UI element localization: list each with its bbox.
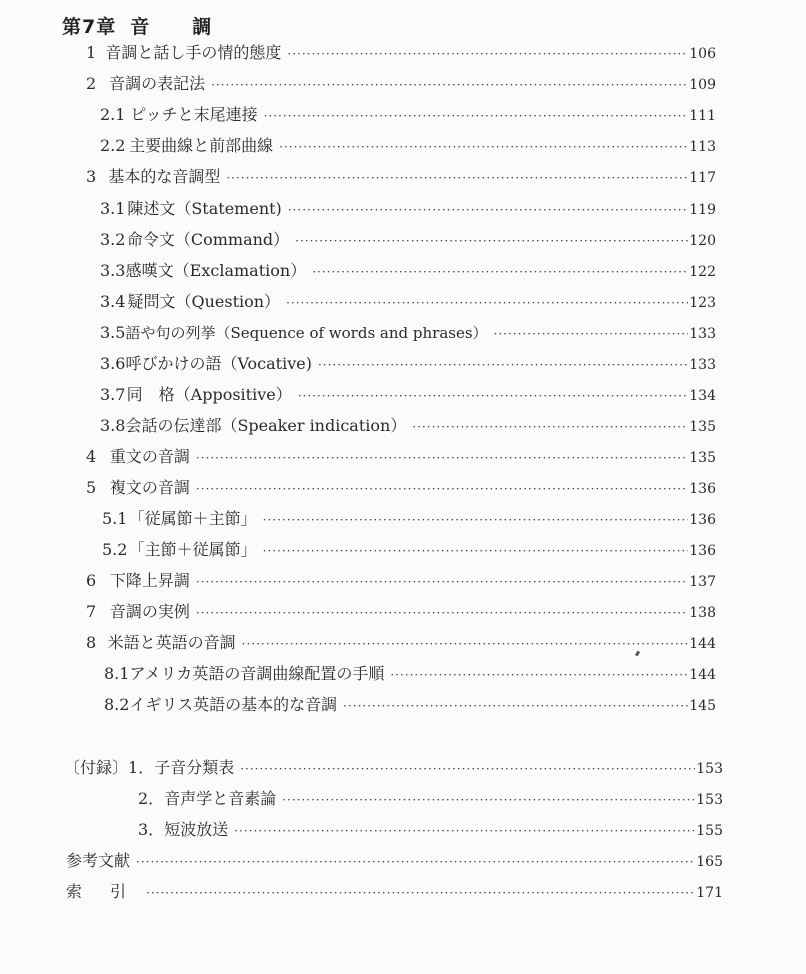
appendix-label: 〔付録〕: [64, 758, 129, 777]
chapter-title: 音 調: [130, 16, 224, 38]
page-number: 145: [689, 698, 716, 714]
section-title: 陳述文（Statement): [127, 199, 282, 218]
dot-leader: [196, 476, 688, 502]
page-number: 113: [689, 139, 716, 155]
dot-leader: [412, 414, 688, 440]
dot-leader: [279, 134, 688, 160]
section-number: 3.1: [100, 199, 126, 218]
section-title: 主要曲線と前部曲線: [129, 136, 274, 155]
page-number: 122: [689, 264, 716, 280]
section-number: 3.3: [100, 261, 126, 280]
section-title: 会話の伝達部（Speaker indication）: [125, 416, 407, 435]
toc-entry: [100, 133, 716, 159]
page-number: 153: [696, 792, 723, 808]
toc-entry: [104, 692, 716, 718]
section-title: 音調の実例: [109, 602, 190, 621]
section-title: 命令文（Command）: [126, 230, 290, 249]
dot-leader: [390, 662, 688, 688]
page-number: 106: [689, 46, 716, 62]
section-title: 音調の表記法: [109, 74, 206, 93]
index-entry: [66, 879, 723, 905]
toc-entry: [86, 164, 716, 190]
dot-leader: [242, 631, 689, 657]
appendix-entry: [64, 755, 723, 781]
section-title: 同 格（Appositive）: [126, 385, 292, 404]
section-number: 3.5: [100, 323, 126, 342]
chapter-heading: [62, 12, 223, 39]
toc-entry: [102, 506, 716, 532]
section-number: 2: [86, 74, 97, 93]
dot-leader: [211, 72, 688, 98]
toc-entry: [100, 227, 716, 253]
toc-entry: [100, 351, 716, 377]
section-number: 3: [86, 167, 97, 186]
section-title: ピッチと末尾連接: [130, 105, 258, 124]
appendix-title: 音声学と音素論: [164, 789, 277, 808]
section-number: 8.1: [104, 664, 130, 683]
section-number: 3.2: [100, 230, 126, 249]
dot-leader: [282, 787, 695, 813]
dot-leader: [196, 569, 688, 595]
dot-leader: [298, 383, 689, 409]
appendix-number: 1．: [128, 758, 155, 777]
page-number: 135: [689, 450, 716, 466]
toc-entry: [100, 102, 716, 128]
dot-leader: [288, 197, 688, 223]
toc-entry: [100, 382, 716, 408]
dot-leader: [312, 259, 688, 285]
section-title: 複文の音調: [109, 478, 190, 497]
toc-entry: [100, 196, 716, 222]
section-number: 6: [86, 571, 97, 590]
section-number: 7: [86, 602, 97, 621]
toc-entry: [86, 599, 716, 625]
dot-leader: [287, 41, 688, 67]
dot-leader: [318, 352, 688, 378]
toc-entry: [100, 320, 716, 346]
page-number: 136: [689, 512, 716, 528]
dot-leader: [196, 445, 688, 471]
appendix-number: 3．: [138, 820, 165, 839]
page-number: 111: [689, 108, 716, 124]
section-number: 2.2: [100, 136, 126, 155]
dot-leader: [494, 321, 689, 347]
section-title: 重文の音調: [109, 447, 190, 466]
appendix-title: 子音分類表: [154, 758, 235, 777]
page-number: 136: [689, 481, 716, 497]
section-title: 呼びかけの語（Vocative): [125, 354, 312, 373]
references-title: 参考文献: [66, 851, 131, 870]
toc-entry: [86, 568, 716, 594]
appendix-number: 2．: [138, 789, 165, 808]
page-number: 133: [689, 326, 716, 342]
section-title: 音調と話し手の情的態度: [105, 43, 282, 62]
page-number: 120: [689, 233, 716, 249]
section-number: 5.1: [102, 509, 128, 528]
page-number: 155: [696, 823, 723, 839]
references-entry: [66, 848, 723, 874]
section-title: 語や句の列挙（Sequence of words and phrases）: [125, 324, 488, 342]
page-number: 153: [696, 761, 723, 777]
page-number: 133: [689, 357, 716, 373]
toc-entry: [100, 413, 716, 439]
page-number: 144: [689, 667, 716, 683]
section-title: 下降上昇調: [109, 571, 190, 590]
section-title: 疑問文（Question）: [127, 292, 281, 311]
appendix-entry: [138, 817, 723, 843]
dot-leader: [264, 103, 689, 129]
toc-entry: [86, 40, 716, 66]
index-title: 索 引: [66, 882, 133, 901]
page-number: 109: [689, 77, 716, 93]
page-number: 119: [689, 202, 716, 218]
section-number: 2.1: [100, 105, 126, 124]
page-number: 138: [689, 605, 716, 621]
section-number: 4: [86, 447, 97, 466]
section-number: 5.2: [102, 540, 128, 559]
toc-entry: [86, 475, 716, 501]
dot-leader: [240, 756, 695, 782]
section-title: 米語と英語の音調: [107, 633, 236, 652]
section-number: 3.8: [100, 416, 126, 435]
dot-leader: [146, 880, 695, 906]
page-number: 165: [696, 854, 723, 870]
section-number: 1: [86, 43, 97, 62]
chapter-number: 第7章: [62, 16, 117, 38]
section-number: 8.2: [104, 695, 130, 714]
section-number: 5: [86, 478, 97, 497]
section-number: 3.6: [100, 354, 126, 373]
section-title: アメリカ英語の音調曲線配置の手順: [129, 664, 385, 683]
page-number: 171: [696, 885, 723, 901]
section-number: 3.4: [100, 292, 126, 311]
dot-leader: [343, 693, 688, 719]
page-number: 136: [689, 543, 716, 559]
appendix-entry: [138, 786, 723, 812]
dot-leader: [226, 165, 688, 191]
page-number: 144: [689, 636, 716, 652]
section-title: 「主節＋従属節」: [128, 540, 257, 559]
page-number: 134: [689, 388, 716, 404]
dot-leader: [136, 849, 695, 875]
toc-entry: [104, 661, 716, 687]
toc-entry: [86, 630, 716, 656]
page-number: 135: [689, 419, 716, 435]
dot-leader: [286, 290, 688, 316]
toc-entry: [86, 444, 716, 470]
section-number: 3.7: [100, 385, 126, 404]
page-number: 117: [689, 170, 716, 186]
section-number: 8: [86, 633, 97, 652]
section-title: イギリス英語の基本的な音調: [129, 695, 338, 714]
section-title: 「従属節＋主節」: [128, 509, 257, 528]
appendix-title: 短波放送: [164, 820, 229, 839]
section-title: 感嘆文（Exclamation）: [125, 261, 307, 280]
dot-leader: [234, 818, 695, 844]
dot-leader: [295, 228, 688, 254]
dot-leader: [196, 600, 688, 626]
toc-entry: [102, 537, 716, 563]
page-number: 123: [689, 295, 716, 311]
dot-leader: [263, 507, 689, 533]
section-title: 基本的な音調型: [108, 167, 221, 186]
toc-entry: [100, 289, 716, 315]
dot-leader: [263, 538, 689, 564]
toc-entry: [100, 258, 716, 284]
page-number: 137: [689, 574, 716, 590]
toc-entry: [86, 71, 716, 97]
